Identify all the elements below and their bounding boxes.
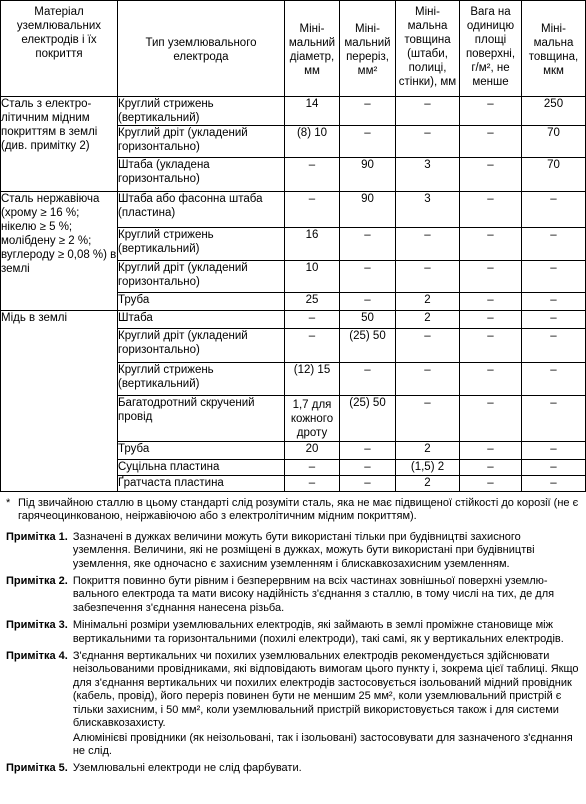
note-paragraph: Покриття повинно бути рівним і безперервним на всіх частинах зовнішньої поверхні уземлювального електрода та мати високу надійність з'єднання з сталлю, в тому числі на тих, де для забезпечення з'єднання нанесена різьба. [72,575,555,614]
section-cell: (25) 50 [340,329,396,363]
note-body [73,650,580,758]
header-min-thickness: Мінімальна товщина (штаби, полиці, стінки), мм [396,1,460,97]
coating-cell: 70 [522,158,586,192]
section-cell: 90 [340,192,396,228]
coating-cell: – [522,261,586,293]
section-cell: – [340,261,396,293]
diameter-cell: (8) 10 [285,126,340,158]
notes-section [0,492,586,776]
section-cell: – [340,442,396,460]
note-item [6,762,580,775]
thickness-cell: 2 [396,442,460,460]
electrode-type-cell: Круглий дріт (укладений горизонтально) [118,261,285,293]
section-cell: – [340,97,396,126]
header-material: Матеріал уземлювальних електродів і їх покриття [1,1,118,97]
coating-cell: – [522,192,586,228]
coating-cell: – [522,442,586,460]
thickness-cell: – [396,329,460,363]
weight-cell: – [460,311,522,329]
thickness-cell: – [396,228,460,261]
material-cell: Сталь з електролітичним мідним покриттям в землі (див. примітку 2) [1,97,118,192]
material-cell: Сталь нержавіюча (хрому ≥ 16 %; нікелю ≥ 5 %; молібдену ≥ 2 %; вуглероду ≥ 0,08 %) в землі [1,192,118,311]
coating-cell: – [522,293,586,311]
note-label: Примітка 5. [6,762,68,775]
coating-cell: – [522,476,586,492]
coating-cell: – [522,311,586,329]
weight-cell: – [460,396,522,442]
note-label: Примітка 2. [6,575,68,588]
note-paragraph: Уземлювальні електроди не слід фарбувати. [72,762,302,775]
diameter-cell: 10 [285,261,340,293]
header-weight-per-area: Вага на одиницю площі поверхні, г/м², не менше [460,1,522,97]
note-label: Примітка 3. [6,619,68,632]
diameter-cell: 16 [285,228,340,261]
section-cell: 90 [340,158,396,192]
diameter-cell: 25 [285,293,340,311]
coating-cell: – [522,329,586,363]
electrode-type-cell: Штаба або фасонна штаба (пластина) [118,192,285,228]
thickness-cell: 2 [396,311,460,329]
table-row [1,97,586,126]
coating-cell: 70 [522,126,586,158]
section-cell: – [340,363,396,396]
note-item [6,531,580,571]
coating-cell: 250 [522,97,586,126]
footnote-marker: * [6,497,11,509]
electrode-type-cell: Суцільна пластина [118,460,285,476]
weight-cell: – [460,476,522,492]
electrode-type-cell: Круглий стрижень (вертикальний) [118,363,285,396]
diameter-cell: 14 [285,97,340,126]
weight-cell: – [460,363,522,396]
electrode-type-cell: Круглий стрижень (вертикальний) [118,97,285,126]
section-cell: – [340,476,396,492]
header-min-diameter: Мінімальний діаметр, мм [285,1,340,97]
diameter-cell: – [285,460,340,476]
weight-cell: – [460,126,522,158]
thickness-cell: – [396,363,460,396]
notes-list [6,531,580,776]
electrode-type-cell: Ґратчаста пластина [118,476,285,492]
electrode-type-cell: Багатодротний скручений провід [118,396,285,442]
note-item [6,619,580,646]
table-row [1,311,586,329]
thickness-cell: – [396,126,460,158]
thickness-cell: 3 [396,158,460,192]
table-header-row [1,1,586,97]
note-paragraph: Алюмінієві провідники (як неізольовані, так і ізольовані) застосовувати для зазначеного з'єднання не слід. [72,731,573,757]
weight-cell: – [460,97,522,126]
weight-cell: – [460,442,522,460]
coating-cell: – [522,460,586,476]
note-item [6,575,580,615]
note-body [73,531,580,571]
diameter-cell: – [285,158,340,192]
header-min-coating: Мінімальна товщина, мкм [522,1,586,97]
note-label: Примітка 1. [6,530,68,543]
table-row [1,192,586,228]
electrode-type-cell: Штаба (укладена горизонтально) [118,158,285,192]
footnote-text: Під звичайною сталлю в цьому стандарті слід розуміти сталь, яка не має підвищеної стійкості до корозії (не є гарячеоцинкованою, неіржавіючою або з електролітичним мідним покриттям). [18,497,579,523]
diameter-cell: – [285,192,340,228]
header-electrode-type: Тип уземлювального електрода [118,1,285,97]
section-cell: – [340,460,396,476]
electrode-type-cell: Труба [118,293,285,311]
section-cell: – [340,293,396,311]
section-cell: – [340,126,396,158]
diameter-cell: – [285,311,340,329]
note-body [73,619,580,646]
diameter-cell: 20 [285,442,340,460]
header-min-cross-section-text: Мінімальний переріз, мм² [344,22,391,77]
note-body [73,575,580,615]
coating-cell: – [522,363,586,396]
weight-cell: – [460,192,522,228]
note-item [6,650,580,758]
weight-cell: – [460,460,522,476]
thickness-cell: (1,5) 2 [396,460,460,476]
note-body [73,762,302,775]
note-label: Примітка 4. [6,650,68,663]
thickness-cell: – [396,396,460,442]
thickness-cell: 3 [396,192,460,228]
thickness-cell: – [396,261,460,293]
diameter-cell: 1,7 для кожного дроту [285,396,340,442]
section-cell: (25) 50 [340,396,396,442]
section-cell: – [340,228,396,261]
coating-cell: – [522,396,586,442]
weight-cell: – [460,329,522,363]
thickness-cell: 2 [396,293,460,311]
diameter-cell: – [285,329,340,363]
weight-cell: – [460,293,522,311]
material-cell: Мідь в землі [1,311,118,492]
thickness-cell: – [396,97,460,126]
coating-cell: – [522,228,586,261]
weight-cell: – [460,228,522,261]
weight-cell: – [460,158,522,192]
thickness-cell: 2 [396,476,460,492]
header-min-cross-section [340,1,396,97]
section-cell: 50 [340,311,396,329]
footnote [6,497,580,524]
electrode-type-cell: Штаба [118,311,285,329]
diameter-cell: (12) 15 [285,363,340,396]
note-paragraph: З'єднання вертикальних чи похилих уземлювальних електродів рекомендується здійснювати неізольованими провідниками, які відповідають вимогам цього пункту і, зокрема цієї таблиці. Якщо для з'єднання вертикальних чи похилих електродів застосовується ізольований мідний провідник (кабель, провід), його переріз повинен бути не меншим 25 мм², коли уземлювальний пристрій є тільки захисним, і 50 мм², коли уземлювальний пристрій використовується також і для системи блискавкозахисту. [72,650,579,730]
weight-cell: – [460,261,522,293]
electrode-type-cell: Круглий дріт (укладений горизонтально) [118,126,285,158]
note-paragraph: Мінімальні розміри уземлювальних електродів, які займають в землі проміжне становище між вертикальними та горизонтальними (похилі електроди), такі самі, як у вертикальних електродів. [72,619,564,645]
electrode-type-cell: Круглий стрижень (вертикальний) [118,228,285,261]
electrode-type-cell: Круглий дріт (укладений горизонтально) [118,329,285,363]
diameter-cell: – [285,476,340,492]
note-paragraph: Зазначені в дужках величини можуть бути використані тільки при будівництві захисного уземлення. Величини, які не розміщені в дужках, можуть бути використані при будівництві уземлення, яке одночасно є захисним уземленням і блискавкозахисним уземленням. [72,530,535,570]
table-body [1,97,586,492]
electrode-type-cell: Труба [118,442,285,460]
